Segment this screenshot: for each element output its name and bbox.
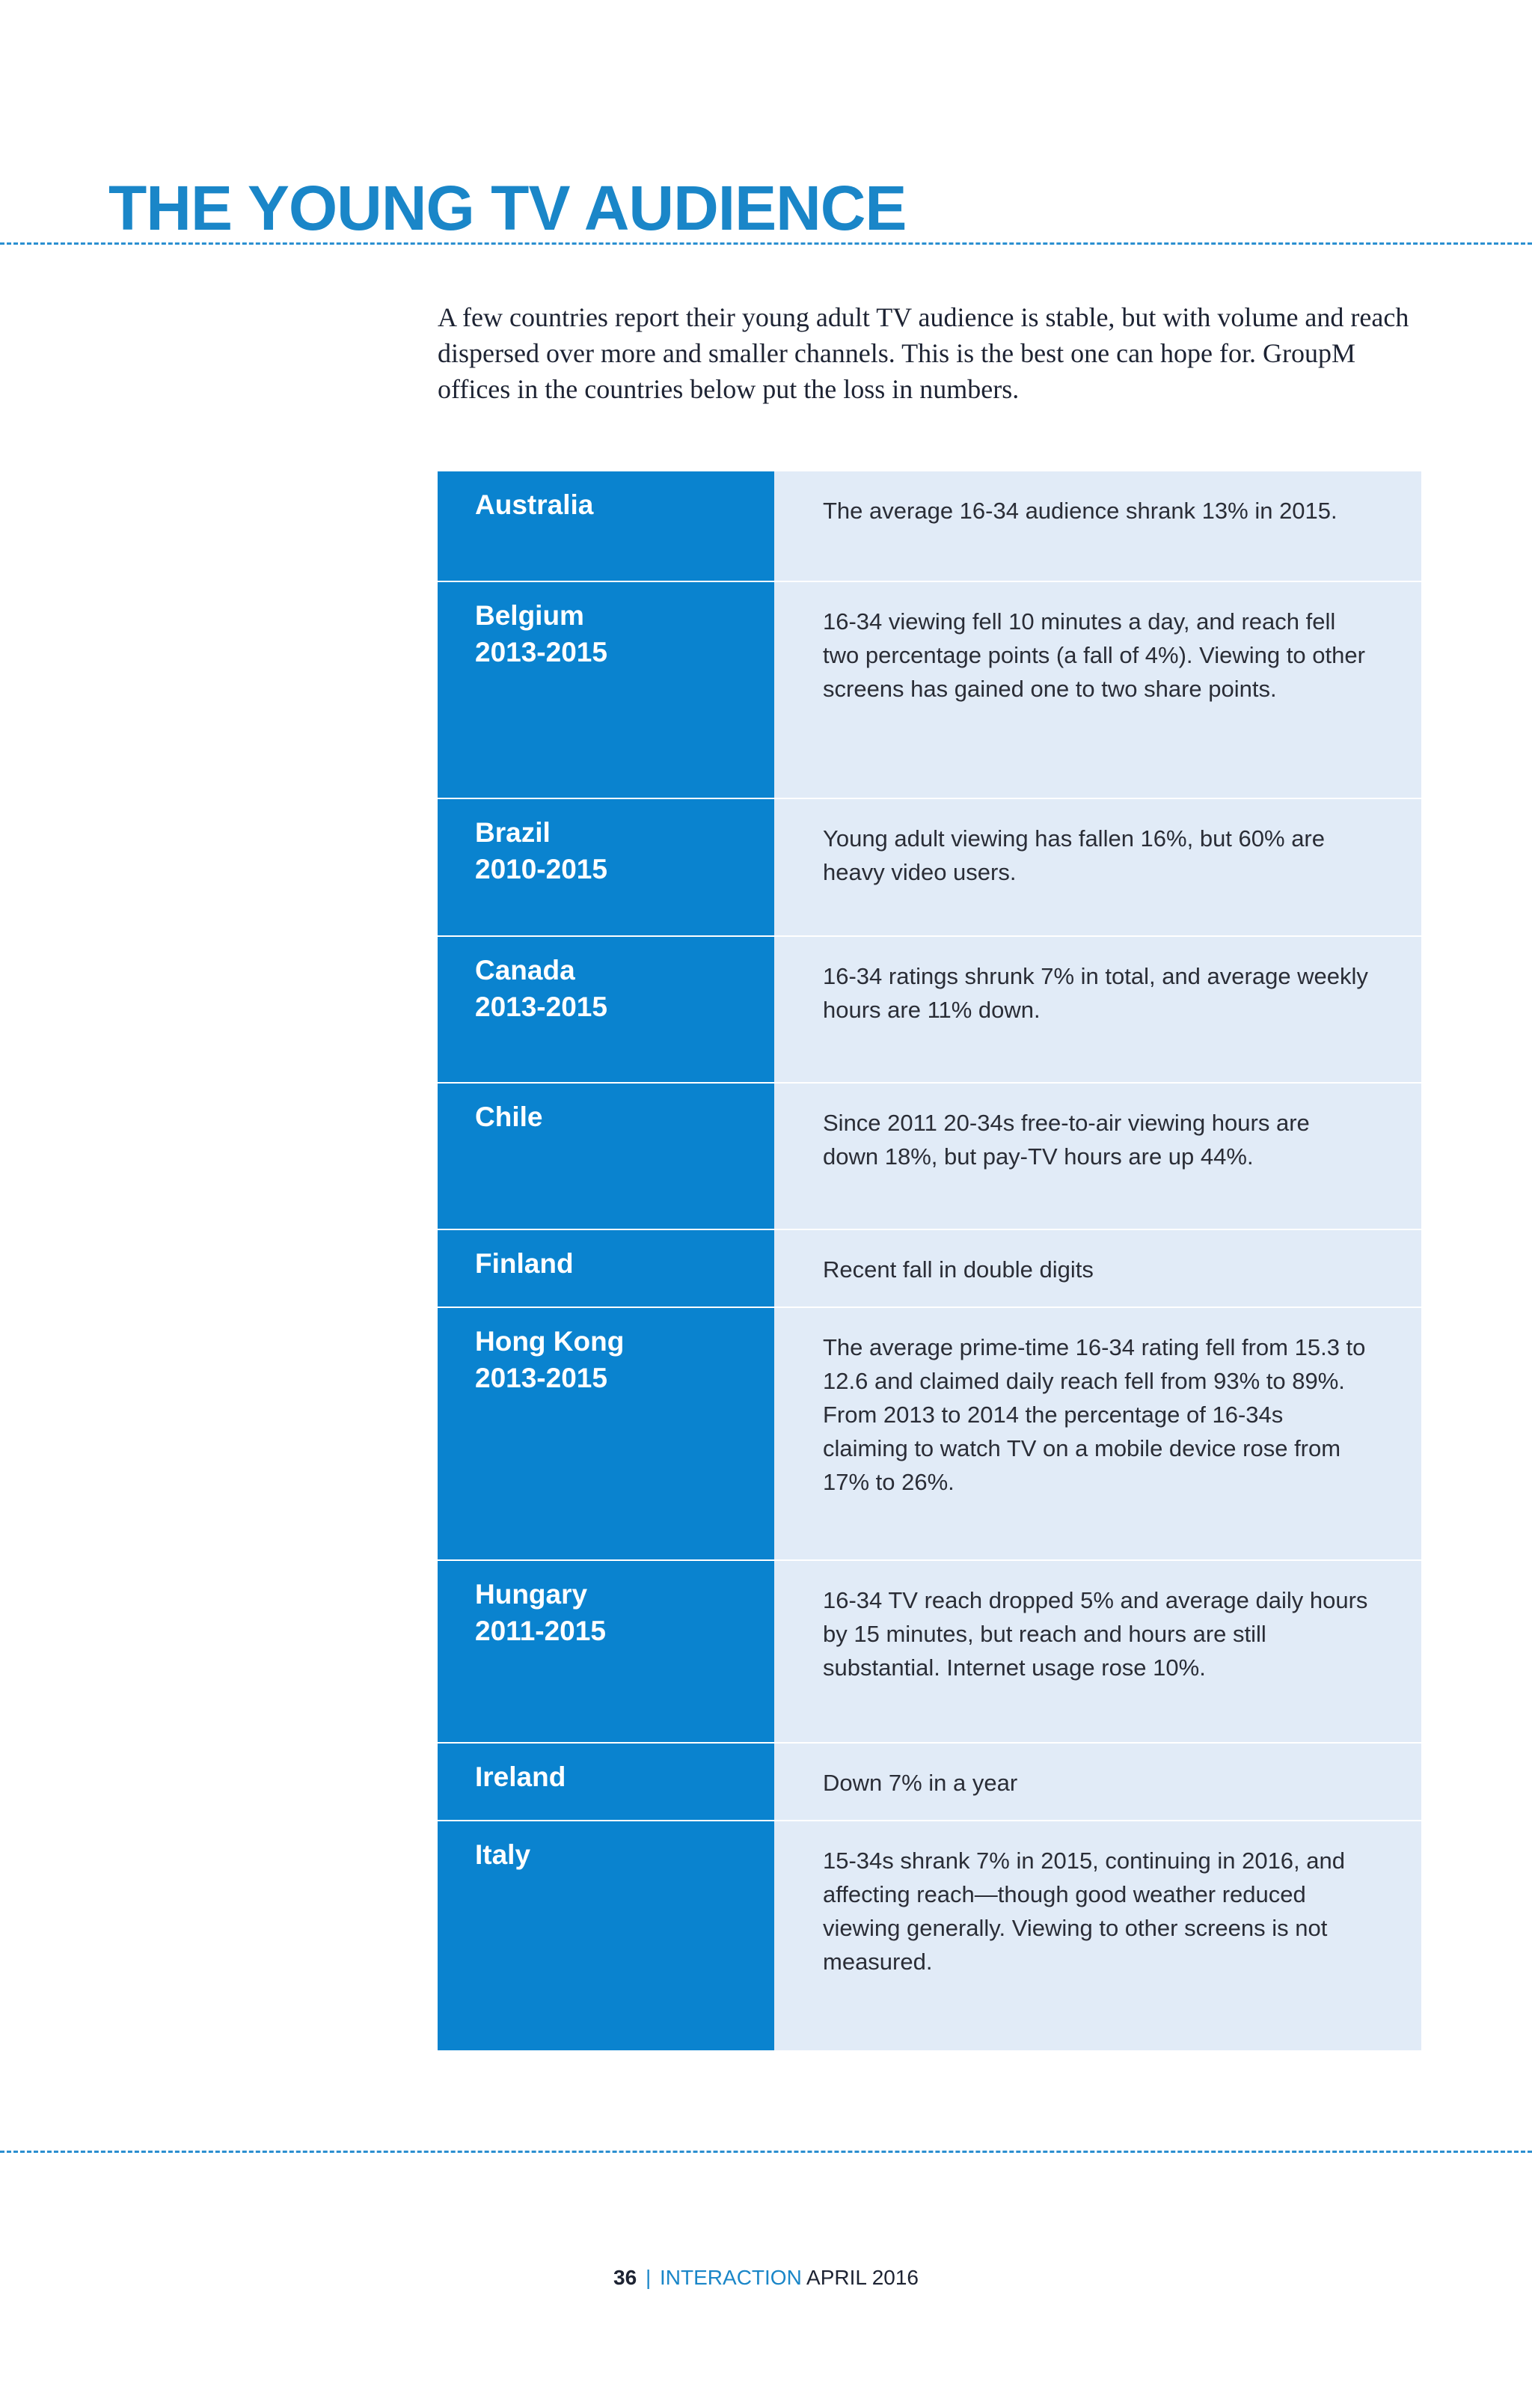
table-row-canada: [438, 937, 1421, 1084]
country-name: Chile: [475, 1101, 543, 1132]
description-cell: The average prime-time 16-34 rating fell from 15.3 to 12.6 and claimed daily reach fell from 93% to 89%. From 2013 to 2014 the percentage of 16-34s claiming to watch TV on a mobile device rose from 17% to 26%.: [774, 1308, 1421, 1559]
country-period: 2010-2015: [475, 854, 607, 884]
country-name: Canada: [475, 955, 575, 985]
description-cell: The average 16-34 audience shrank 13% in 2015.: [774, 471, 1421, 581]
description-cell: 16-34 TV reach dropped 5% and average daily hours by 15 minutes, but reach and hours are still substantial. Internet usage rose 10%.: [774, 1561, 1421, 1742]
country-name: Finland: [475, 1248, 574, 1279]
magazine-name: INTERACTION: [660, 2266, 802, 2289]
table-row-australia: [438, 471, 1421, 582]
table-row-brazil: [438, 799, 1421, 937]
description-cell: 15-34s shrank 7% in 2015, continuing in 2016, and affecting reach—though good weather reduced viewing generally. Viewing to other screens is not measured.: [774, 1821, 1421, 2050]
table-row-chile: [438, 1084, 1421, 1230]
table-row-finland: [438, 1230, 1421, 1308]
page-footer: [0, 2264, 1532, 2291]
description-cell: Young adult viewing has fallen 16%, but 60% are heavy video users.: [774, 799, 1421, 935]
country-cell: [438, 1230, 774, 1307]
country-name: Hungary: [475, 1579, 588, 1610]
issue-date: APRIL 2016: [806, 2266, 919, 2289]
country-cell: [438, 799, 774, 935]
country-period: 2013-2015: [475, 1363, 607, 1393]
page-title: THE YOUNG TV AUDIENCE: [108, 173, 907, 243]
page-number: 36: [613, 2266, 637, 2289]
country-cell: [438, 1821, 774, 2050]
country-name: Brazil: [475, 817, 551, 848]
country-name: Hong Kong: [475, 1326, 625, 1357]
table-row-hong-kong: [438, 1308, 1421, 1561]
country-cell: [438, 1561, 774, 1742]
country-period: 2013-2015: [475, 991, 607, 1022]
country-table: [438, 471, 1421, 2050]
footer-separator: |: [645, 2266, 652, 2289]
country-cell: [438, 1084, 774, 1229]
country-cell: [438, 1744, 774, 1820]
table-row-ireland: [438, 1744, 1421, 1821]
country-period: 2013-2015: [475, 637, 607, 667]
description-cell: Down 7% in a year: [774, 1744, 1421, 1820]
country-cell: [438, 1308, 774, 1559]
description-cell: 16-34 viewing fell 10 minutes a day, and reach fell two percentage points (a fall of 4%). Viewing to other screens has gained one to two share points.: [774, 582, 1421, 798]
country-name: Ireland: [475, 1761, 566, 1792]
description-cell: Recent fall in double digits: [774, 1230, 1421, 1307]
table-row-hungary: [438, 1561, 1421, 1744]
table-row-belgium: [438, 582, 1421, 799]
country-name: Australia: [475, 489, 594, 520]
bottom-divider: [0, 2151, 1532, 2153]
top-divider: [0, 242, 1532, 245]
country-cell: [438, 937, 774, 1082]
country-name: Belgium: [475, 600, 584, 631]
intro-paragraph: A few countries report their young adult TV audience is stable, but with volume and reach dispersed over more and smaller channels. This is the best one can hope for. GroupM offices in the countries below put the loss in numbers.: [438, 302, 1409, 404]
table-row-italy: [438, 1821, 1421, 2050]
country-period: 2011-2015: [475, 1616, 606, 1646]
country-cell: [438, 582, 774, 798]
description-cell: Since 2011 20-34s free-to-air viewing hours are down 18%, but pay-TV hours are up 44%.: [774, 1084, 1421, 1229]
country-name: Italy: [475, 1839, 531, 1870]
country-cell: [438, 471, 774, 581]
description-cell: 16-34 ratings shrunk 7% in total, and average weekly hours are 11% down.: [774, 937, 1421, 1082]
